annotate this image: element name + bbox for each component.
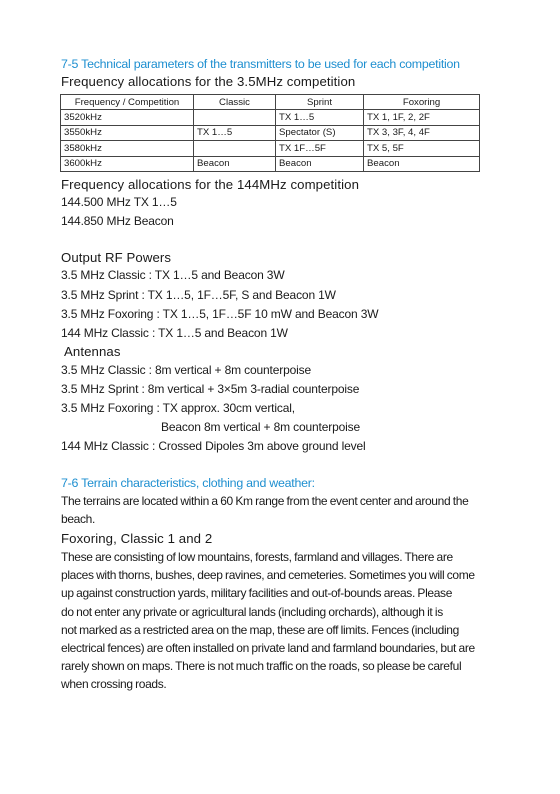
text-line: not marked as a restricted area on the map, these are off limits. Fences (including [61, 622, 459, 637]
table-cell: Beacon [364, 156, 480, 171]
table-cell: Beacon [194, 156, 276, 171]
antennas-title: Antennas [64, 344, 121, 359]
freq-144-title: Frequency allocations for the 144MHz competition [61, 177, 360, 192]
text-line: rarely shown on maps. There is not much traffic on the roads, so please be careful [61, 659, 462, 674]
antenna-line: 3.5 MHz Classic : 8m vertical + 8m counterpoise [61, 363, 312, 377]
table-row [61, 156, 480, 171]
table-cell [194, 141, 276, 156]
antenna-line: 144 MHz Classic : Crossed Dipoles 3m above ground level [61, 439, 366, 453]
rf-power-line: 3.5 MHz Classic : TX 1…5 and Beacon 3W [61, 268, 285, 282]
table-row [61, 125, 480, 140]
text-line: beach. [61, 512, 95, 527]
text-line: electrical fences) are often installed on private land and farmland boundaries, but are [61, 641, 475, 656]
terrain-intro [61, 492, 503, 528]
rf-power-line: 144 MHz Classic : TX 1…5 and Beacon 1W [61, 326, 288, 340]
freq-35-title: Frequency allocations for the 3.5MHz competition [61, 74, 356, 89]
rf-power-line: 3.5 MHz Sprint : TX 1…5, 1F…5F, S and Beacon 1W [61, 288, 336, 302]
table-header-row [61, 95, 480, 110]
text-line: do not enter any private or agricultural lands (including orchards), although it is [61, 604, 443, 619]
table-header-cell: Sprint [276, 95, 364, 110]
table-row [61, 110, 480, 125]
table-cell: TX 1F…5F [276, 141, 364, 156]
table-row [61, 141, 480, 156]
text-line: These are consisting of low mountains, forests, farmland and villages. There are [61, 550, 453, 564]
table-cell: Beacon [276, 156, 364, 171]
section-7-6-heading: 7-6 Terrain characteristics, clothing and weather: [61, 476, 315, 490]
table-header-cell: Foxoring [364, 95, 480, 110]
table-cell: TX 1, 1F, 2, 2F [364, 110, 480, 125]
table-cell: TX 1…5 [276, 110, 364, 125]
rf-power-line: 3.5 MHz Foxoring : TX 1…5, 1F…5F 10 mW and Beacon 3W [61, 307, 379, 321]
text-line: when crossing roads. [61, 677, 167, 692]
antenna-line: 3.5 MHz Foxoring : TX approx. 30cm vertical, [61, 401, 295, 415]
table-header-cell: Frequency / Competition [61, 95, 194, 110]
table-cell [194, 110, 276, 125]
table-cell: TX 5, 5F [364, 141, 480, 156]
section-7-5-heading: 7-5 Technical parameters of the transmitters to be used for each competition [61, 57, 460, 71]
foxoring-paragraph [61, 548, 503, 694]
freq-144-line: 144.850 MHz Beacon [61, 214, 174, 228]
table-cell: TX 1…5 [194, 125, 276, 140]
rf-powers-title: Output RF Powers [61, 250, 172, 265]
table-cell: 3550kHz [61, 125, 194, 140]
table-cell: 3600kHz [61, 156, 194, 171]
table-cell: TX 3, 3F, 4, 4F [364, 125, 480, 140]
table-header-cell: Classic [194, 95, 276, 110]
table-cell: 3580kHz [61, 141, 194, 156]
frequency-table [60, 94, 480, 172]
freq-144-line: 144.500 MHz TX 1…5 [61, 195, 177, 209]
foxoring-title: Foxoring, Classic 1 and 2 [61, 531, 213, 546]
table-cell: 3520kHz [61, 110, 194, 125]
text-line: places with thorns, bushes, deep ravines, and cemeteries. Sometimes you will come [61, 568, 475, 583]
antenna-line: Beacon 8m vertical + 8m counterpoise [161, 420, 361, 434]
antenna-line: 3.5 MHz Sprint : 8m vertical + 3×5m 3-radial counterpoise [61, 382, 360, 396]
text-line: up against construction yards, military facilities and out-of-bounds areas. Please [61, 586, 453, 601]
table-cell: Spectator (S) [276, 125, 364, 140]
text-line: The terrains are located within a 60 Km range from the event center and around the [61, 494, 469, 508]
